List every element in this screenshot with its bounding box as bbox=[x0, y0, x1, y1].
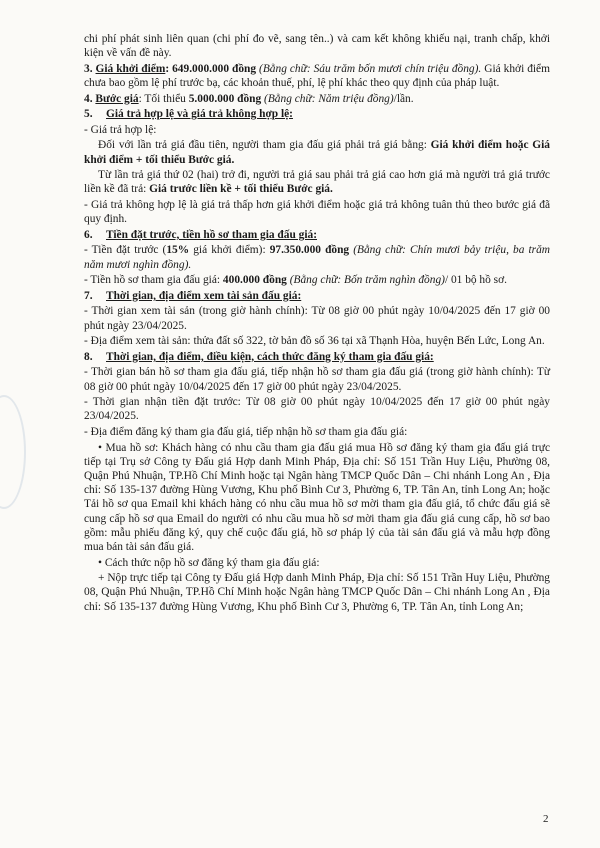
page-number: 2 bbox=[543, 813, 549, 825]
section-7-place: - Địa điểm xem tài sản: thửa đất số 322, tờ bản đồ số 36 tại xã Thạnh Hòa, huyện Bến Lức, Long An. bbox=[84, 335, 545, 348]
section-8-deposit-time: - Thời gian nhận tiền đặt trước: Từ 08 giờ 00 phút ngày 10/04/2025 đến 17 giờ 00 phút ngày 23/04/2025. bbox=[84, 396, 550, 423]
section-5-num: 5. bbox=[84, 108, 93, 121]
section-3-amount: : 649.000.000 đồng bbox=[165, 62, 257, 75]
section-5-invalid: - Giá trả không hợp lệ là giá trả thấp hơn giá khởi điểm hoặc giá trả không tuân thủ theo bước giá đã quy định. bbox=[84, 198, 550, 226]
deposit-text: - Tiền đặt trước ( bbox=[84, 244, 167, 257]
section-6-heading bbox=[84, 228, 550, 242]
section-6-title: Tiền đặt trước, tiền hồ sơ tham gia đấu giá: bbox=[106, 228, 317, 241]
deposit-mid: giá khởi điểm): bbox=[189, 244, 270, 257]
section-3-title: Giá khởi điểm bbox=[95, 62, 166, 75]
section-3-num: 3. bbox=[84, 62, 93, 75]
section-5-heading bbox=[84, 107, 550, 121]
second-bid-rule: Giá trước liền kề + tối thiểu Bước giá. bbox=[149, 183, 333, 196]
deposit-pct: 15% bbox=[166, 244, 190, 257]
section-4-title: Bước giá bbox=[95, 92, 139, 105]
section-4 bbox=[84, 92, 550, 106]
fee-words: (Bằng chữ: Bốn trăm nghìn đồng) bbox=[286, 274, 445, 287]
section-8-heading bbox=[84, 350, 550, 364]
section-7-title: Thời gian, địa điểm xem tài sản đấu giá: bbox=[106, 289, 302, 302]
deposit-words: (Bằng chữ: Chín mươi bảy triệu, ba trăm năm mươi nghìn đồng). bbox=[84, 244, 551, 271]
first-bid-rule: Giá khởi điểm hoặc Giá khởi điểm + tối thiểu Bước giá. bbox=[84, 139, 550, 166]
section-8-submit-intro: • Cách thức nộp hồ sơ đăng ký tham gia đấu giá: bbox=[98, 556, 320, 569]
section-4-words: (Bằng chữ: Năm triệu đồng) bbox=[261, 92, 394, 105]
section-3-words: (Bằng chữ: Sáu trăm bốn mươi chín triệu đồng). bbox=[256, 62, 482, 75]
second-bid-text: Từ lần trả giá thứ 02 (hai) trở đi, người trả giá sau phải trả giá cao hơn giá mà người trả giá trước liền kề đã trả: bbox=[84, 169, 550, 196]
section-5-second-bid bbox=[84, 168, 550, 196]
section-4-num: 4. bbox=[84, 92, 93, 105]
section-8-num: 8. bbox=[84, 350, 93, 363]
section-8-place-intro: - Địa điểm đăng ký tham gia đấu giá, tiếp nhận hồ sơ tham gia đấu giá: bbox=[84, 425, 408, 438]
section-7-num: 7. bbox=[84, 289, 93, 302]
section-8-buy: • Mua hồ sơ: Khách hàng có nhu cầu tham gia đấu giá mua Hồ sơ đăng ký tham gia đấu giá trực tiếp tại Trụ sở Công ty Đấu giá Hợp danh Minh Pháp, Địa chỉ: Số 151 Trần Huy Liệu, Phường 08, Quận Phú Nhuận, TP.Hồ Chí Minh hoặc tại Ngân hàng TMCP Quốc Dân – Chi nhánh Long An , Địa chỉ: Số 135-137 đường Hùng Vương, Khu phố Bình Cư 3, Phường 6, TP. Tân An, tỉnh Long An; hoặc Tải hồ sơ qua Email khi khách hàng có nhu cầu mua hồ sơ mời tham gia đấu giá, tổ chức đấu giá sẽ cung cấp hồ sơ qua Email do người có nhu cầu mua hồ sơ mời tham gia đấu giá cung cấp, hồ sơ bao gồm: mẫu phiếu đăng ký, quy chế cuộc đấu giá, hồ sơ pháp lý của tài sản đấu giá và mẫu hợp đồng mua bán tài sản đấu giá. bbox=[84, 441, 550, 553]
section-8-sale-time: - Thời gian bán hồ sơ tham gia đấu giá, tiếp nhận hồ sơ tham gia đấu giá (trong giờ hành chính): Từ 08 giờ 00 phút ngày 10/04/2025 đến 17 giờ 00 phút ngày 23/04/2025. bbox=[84, 366, 550, 393]
section-4-suffix: /lần. bbox=[393, 92, 414, 105]
deposit-amount: 97.350.000 đồng bbox=[269, 244, 350, 257]
section-8-title: Thời gian, địa điểm, điều kiện, cách thức đăng ký tham gia đấu giá: bbox=[106, 350, 434, 363]
section-3 bbox=[84, 62, 550, 90]
section-7-heading bbox=[84, 289, 550, 303]
fee-amount: 400.000 đồng bbox=[222, 274, 287, 287]
section-5-valid-label: - Giá trả hợp lệ: bbox=[84, 123, 157, 136]
section-4-amount: 5.000.000 đồng bbox=[188, 92, 262, 105]
section-3-note: Giá khởi điểm chưa bao gồm lệ phí trước bạ, các khoản thuế, phí, lệ phí khác theo quy định của pháp luật. bbox=[84, 62, 550, 89]
intro-continued: chi phí phát sinh liên quan (chi phí đo vẽ, sang tên..) và cam kết không khiếu nại, tranh chấp, khởi kiện về vấn đề này. bbox=[84, 33, 550, 60]
fee-text: - Tiền hồ sơ tham gia đấu giá: bbox=[84, 274, 223, 287]
document-body bbox=[84, 32, 550, 615]
section-6-deposit bbox=[84, 243, 550, 271]
section-5-title: Giá trả hợp lệ và giá trả không hợp lệ: bbox=[106, 108, 293, 121]
first-bid-text: Đối với lần trả giá đầu tiên, người tham gia đấu giá phải trả giá bằng: bbox=[98, 139, 431, 152]
section-6-num: 6. bbox=[84, 228, 93, 241]
fee-suffix: / 01 bộ hồ sơ. bbox=[444, 274, 507, 287]
section-6-fee bbox=[84, 273, 550, 287]
section-5-first-bid bbox=[84, 138, 550, 166]
stamp-edge-bleed bbox=[0, 395, 26, 509]
section-8-submit-direct: + Nộp trực tiếp tại Công ty Đấu giá Hợp danh Minh Pháp, Địa chỉ: Số 151 Trần Huy Liệu, Phường 08, Quận Phú Nhuận, TP.Hồ Chí Minh hoặc Ngân hàng TMCP Quốc Dân – Chi nhánh Long An , Địa chỉ: Số 135-137 đường Hùng Vương, Khu phố Bình Cư 3, Phường 6, TP. Tân An, tỉnh Long An; bbox=[84, 572, 550, 613]
section-4-text: : Tối thiểu bbox=[138, 92, 189, 105]
section-7-time: - Thời gian xem tài sản (trong giờ hành chính): Từ 08 giờ 00 phút ngày 10/04/2025 đến 17 giờ 00 phút ngày 23/04/2025. bbox=[84, 305, 550, 332]
